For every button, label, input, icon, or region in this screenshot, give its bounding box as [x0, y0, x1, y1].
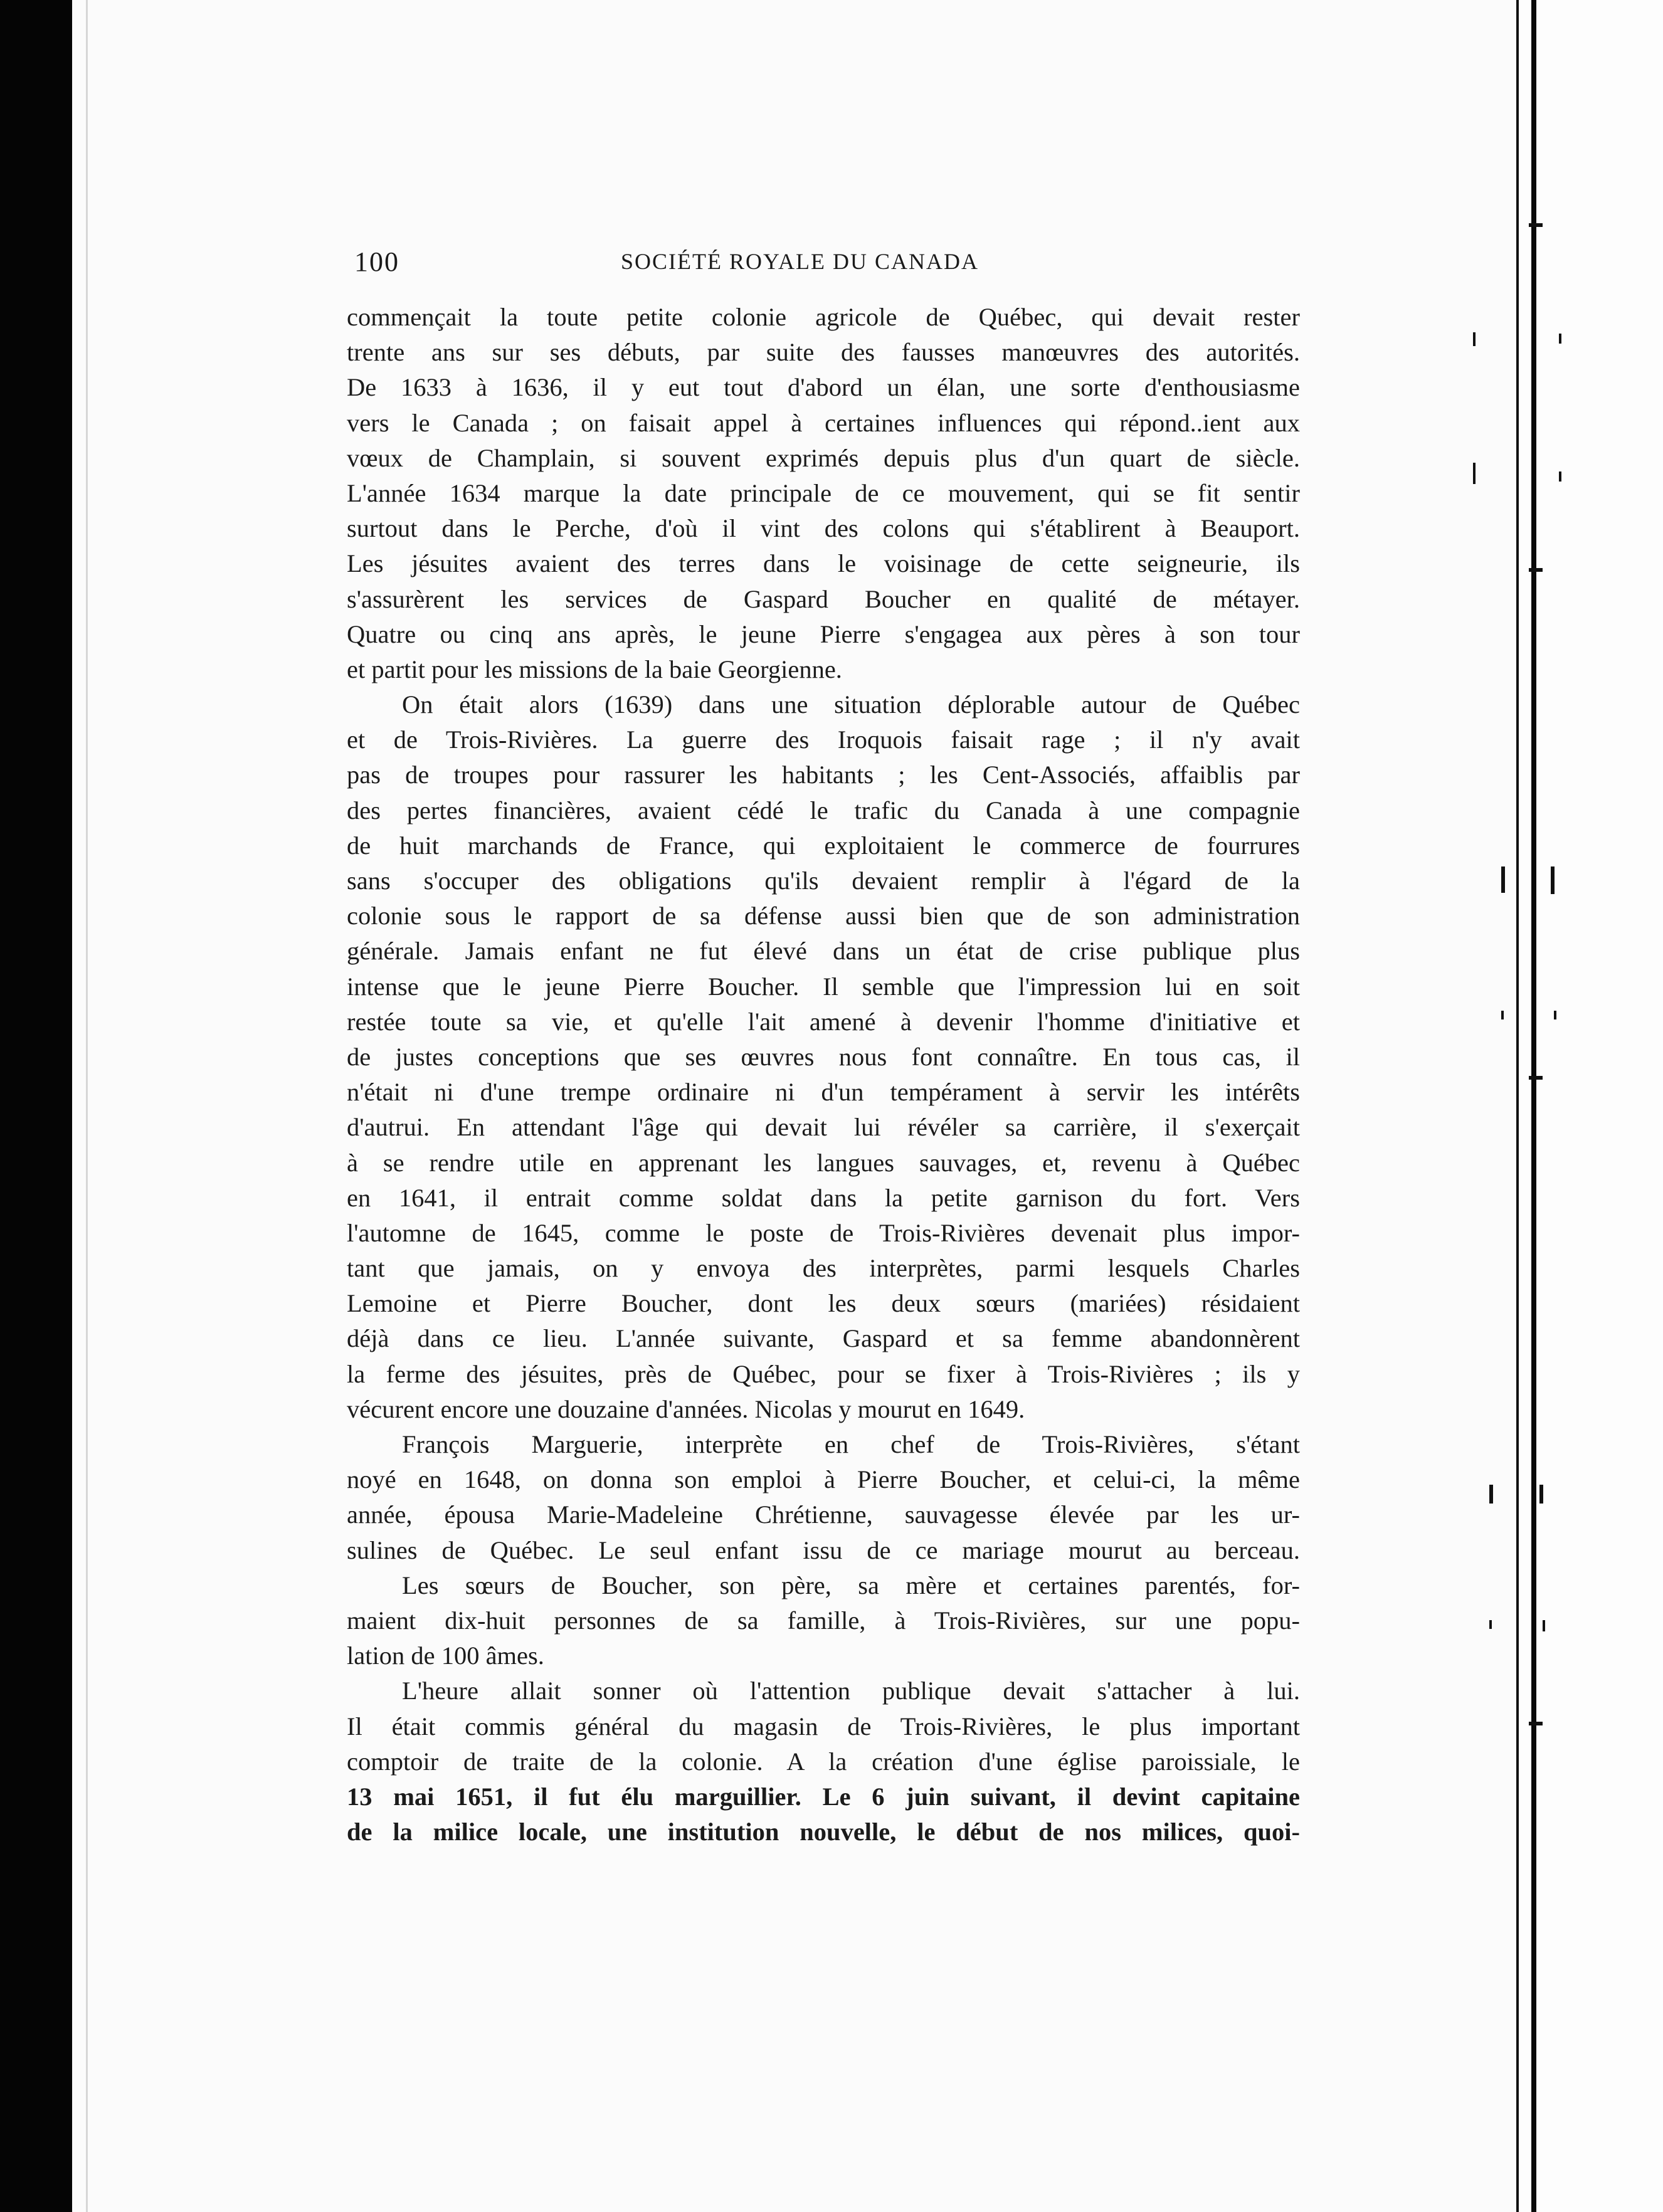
page-fold-line — [1516, 0, 1519, 2212]
text-line: L'année 1634 marque la date principale de ce mouvement, qui se fit sentir — [347, 478, 1300, 507]
text-line: vers le Canada ; on faisait appel à certaines influences qui répond..ient aux — [347, 408, 1300, 437]
text-line: à se rendre utile en apprenant les langues sauvages, et, revenu à Québec — [347, 1148, 1300, 1177]
text-line: restée toute sa vie, et qu'elle l'ait amené à devenir l'homme d'initiative et — [347, 1007, 1300, 1036]
edge-mark — [1529, 568, 1543, 572]
edge-mark — [1543, 1620, 1545, 1631]
text-line: colonie sous le rapport de sa défense aussi bien que de son administration — [347, 902, 1300, 930]
text-line: Lemoine et Pierre Boucher, dont les deux sœurs (mariées) résidaient — [347, 1289, 1300, 1318]
text-line: d'autrui. En attendant l'âge qui devait lui révéler sa carrière, il s'exerçait — [347, 1113, 1300, 1142]
edge-mark — [1529, 1076, 1543, 1080]
text-line: de huit marchands de France, qui exploitaient le commerce de fourrures — [347, 831, 1300, 860]
edge-mark — [1473, 463, 1476, 484]
edge-mark — [1554, 1011, 1556, 1019]
text-line: en 1641, il entrait comme soldat dans la petite garnison du fort. Vers — [347, 1183, 1300, 1212]
edge-mark — [1489, 1485, 1493, 1504]
text-line: et de Trois-Rivières. La guerre des Iroquois faisait rage ; il n'y avait — [347, 725, 1300, 754]
text-line: surtout dans le Perche, d'où il vint des colons qui s'établirent à Beauport. — [347, 514, 1300, 543]
edge-mark — [1529, 1722, 1543, 1725]
text-line: déjà dans ce lieu. L'année suivante, Gaspard et sa femme abandonnèrent — [347, 1324, 1300, 1353]
text-line: sans s'occuper des obligations qu'ils devaient remplir à l'égard de la — [347, 866, 1300, 895]
text-line: de la milice locale, une institution nouvelle, le début de nos milices, quoi- — [347, 1818, 1300, 1846]
text-line: On était alors (1639) dans une situation déplorable autour de Québec — [402, 690, 1300, 719]
edge-mark — [1539, 1485, 1543, 1504]
text-line: générale. Jamais enfant ne fut élevé dans un état de crise publique plus — [347, 937, 1300, 966]
page-edge — [86, 0, 88, 2212]
text-line: maient dix-huit personnes de sa famille, à Trois-Rivières, sur une popu- — [347, 1606, 1300, 1635]
edge-mark — [1473, 332, 1476, 346]
text-line: vœux de Champlain, si souvent exprimés depuis plus d'un quart de siècle. — [347, 443, 1300, 472]
text-line: De 1633 à 1636, il y eut tout d'abord un élan, une sorte d'enthousiasme — [347, 373, 1300, 402]
edge-mark — [1559, 334, 1561, 344]
page-number: 100 — [354, 246, 399, 277]
text-line: pas de troupes pour rassurer les habitants ; les Cent-Associés, affaiblis par — [347, 761, 1300, 789]
text-line: et partit pour les missions de la baie Georgienne. — [347, 655, 842, 683]
text-line: la ferme des jésuites, près de Québec, pour se fixer à Trois-Rivières ; ils y — [347, 1359, 1300, 1388]
edge-mark — [1501, 866, 1505, 893]
text-line: de justes conceptions que ses œuvres nous font connaître. En tous cas, il — [347, 1042, 1300, 1071]
text-line: Les sœurs de Boucher, son père, sa mère et certaines parentés, for- — [402, 1571, 1300, 1599]
text-line: commençait la toute petite colonie agricole de Québec, qui devait rester — [347, 303, 1300, 331]
text-line: intense que le jeune Pierre Boucher. Il semble que l'impression lui en soit — [347, 972, 1300, 1001]
text-line: vécurent encore une douzaine d'années. Nicolas y mourut en 1649. — [347, 1394, 1025, 1423]
text-line: l'automne de 1645, comme le poste de Trois-Rivières devenait plus impor- — [347, 1218, 1300, 1247]
text-line: 13 mai 1651, il fut élu marguillier. Le 6 juin suivant, il devint capitaine — [347, 1782, 1300, 1811]
facing-page-edge — [1514, 0, 1663, 2212]
text-line: L'heure allait sonner où l'attention publique devait s'attacher à lui. — [402, 1677, 1300, 1705]
text-line: n'était ni d'une trempe ordinaire ni d'un tempérament à servir les intérêts — [347, 1078, 1300, 1107]
edge-mark — [1489, 1620, 1492, 1629]
text-line: sulines de Québec. Le seul enfant issu de ce mariage mourut au berceau. — [347, 1535, 1300, 1564]
edge-mark — [1551, 866, 1555, 894]
text-line: François Marguerie, interprète en chef de Trois-Rivières, s'étant — [402, 1430, 1300, 1458]
page-header — [354, 246, 1295, 283]
text-line: Quatre ou cinq ans après, le jeune Pierre s'engagea aux pères à son tour — [347, 619, 1300, 648]
running-head: SOCIÉTÉ ROYALE DU CANADA — [621, 249, 979, 274]
text-line: Il était commis général du magasin de Trois-Rivières, le plus important — [347, 1712, 1300, 1741]
text-line: lation de 100 âmes. — [347, 1641, 544, 1670]
page-fold-shadow — [1531, 0, 1536, 2212]
text-line: Les jésuites avaient des terres dans le voisinage de cette seigneurie, ils — [347, 549, 1300, 578]
text-line: des pertes financières, avaient cédé le trafic du Canada à une compagnie — [347, 796, 1300, 824]
edge-mark — [1529, 223, 1543, 227]
edge-mark — [1559, 471, 1561, 482]
edge-mark — [1501, 1011, 1504, 1019]
body-text — [347, 300, 1300, 1850]
text-line: tant que jamais, on y envoya des interprètes, parmi lesquels Charles — [347, 1254, 1300, 1283]
text-line: trente ans sur ses débuts, par suite des fausses manœuvres des autorités. — [347, 338, 1300, 367]
text-line: année, épousa Marie-Madeleine Chrétienne, sauvagesse élevée par les ur- — [347, 1500, 1300, 1529]
text-line: comptoir de traite de la colonie. A la création d'une église paroissiale, le — [347, 1747, 1300, 1776]
text-line: noyé en 1648, on donna son emploi à Pierre Boucher, et celui-ci, la même — [347, 1465, 1300, 1494]
text-line: s'assurèrent les services de Gaspard Boucher en qualité de métayer. — [347, 584, 1300, 613]
